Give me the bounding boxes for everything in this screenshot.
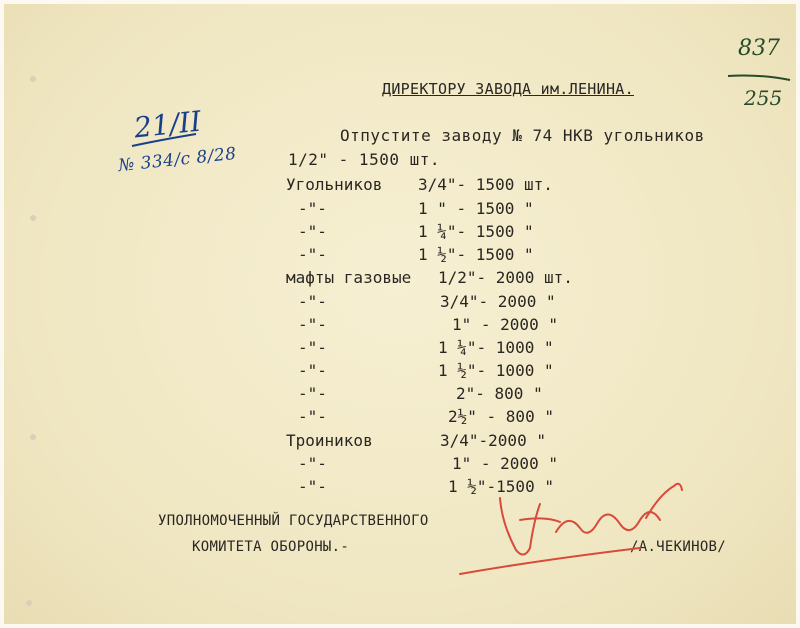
row-value: 1" - 2000 " xyxy=(452,454,558,473)
row-value: 1 " - 1500 " xyxy=(418,199,534,218)
row-value: 1 ½"- 1000 " xyxy=(438,361,554,380)
row-value: 3/4"- 1500 шт. xyxy=(418,175,553,194)
row-label: -"- xyxy=(298,245,327,264)
row-label: Троиников xyxy=(286,431,373,450)
row-value: 1 ½"-1500 " xyxy=(448,477,554,496)
row-value: 1" - 2000 " xyxy=(452,315,558,334)
row-label: -"- xyxy=(298,477,327,496)
signature-scribble xyxy=(460,484,682,574)
signatory-title-line-2: КОМИТЕТА ОБОРОНЫ.- xyxy=(192,539,350,555)
row-label: Угольников xyxy=(286,175,383,194)
row-label: -"- xyxy=(298,292,327,311)
row-value: 1/2"- 2000 шт. xyxy=(438,268,573,287)
archive-number-bottom: 255 xyxy=(744,86,783,110)
row-value: 1 ¼"- 1000 " xyxy=(438,338,554,357)
row-value: 3/4"-2000 " xyxy=(440,431,546,450)
signatory-name: /А.ЧЕКИНОВ/ xyxy=(630,539,727,555)
row-label: -"- xyxy=(298,384,327,403)
row-value: 1 ½"- 1500 " xyxy=(418,245,534,264)
green-fraction-line xyxy=(728,76,790,81)
row-value: 2½" - 800 " xyxy=(448,407,554,426)
row-value: 1 ¼"- 1500 " xyxy=(418,222,534,241)
row-label: -"- xyxy=(298,199,327,218)
row-label: -"- xyxy=(298,454,327,473)
row-label: -"- xyxy=(298,222,327,241)
handwritten-date-note: 21/II xyxy=(132,104,203,145)
row-value: 2"- 800 " xyxy=(456,384,543,403)
row-label: -"- xyxy=(298,361,327,380)
handwritten-reference-number: № 334/с 8/28 xyxy=(117,143,238,177)
row-label: -"- xyxy=(298,315,327,334)
blue-underline-mark xyxy=(132,134,196,146)
row-label: мафты газовые xyxy=(286,268,412,287)
archive-number-top: 837 xyxy=(738,36,780,61)
row-value: 3/4"- 2000 " xyxy=(440,292,556,311)
row-label: -"- xyxy=(298,407,327,426)
addressee-heading: ДИРЕКТОРУ ЗАВОДА им.ЛЕНИНА. xyxy=(382,80,634,98)
row-label: -"- xyxy=(298,338,327,357)
intro-line-1: Отпустите заводу № 74 НКВ угольников xyxy=(340,126,705,145)
intro-line-2: 1/2" - 1500 шт. xyxy=(288,150,440,169)
signatory-title-line-1: УПОЛНОМОЧЕННЫЙ ГОСУДАРСТВЕННОГО xyxy=(158,513,429,529)
